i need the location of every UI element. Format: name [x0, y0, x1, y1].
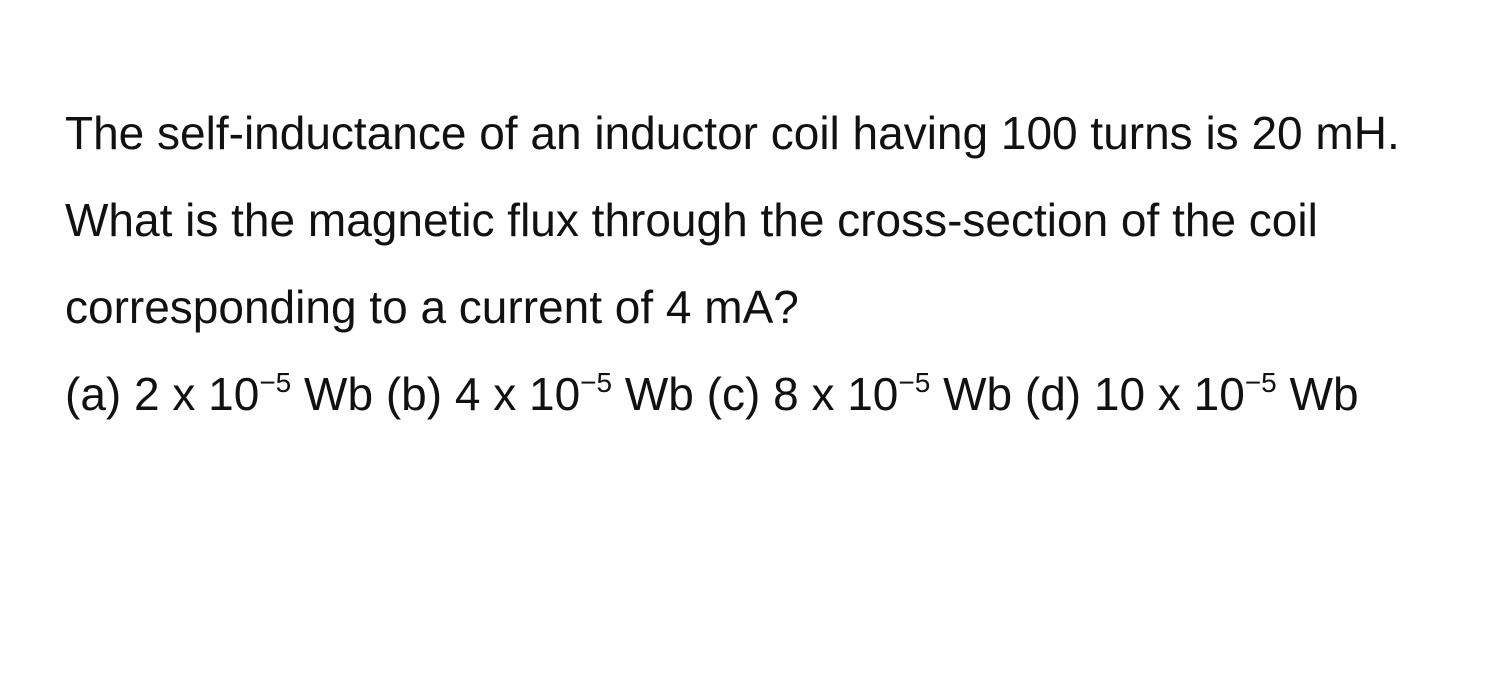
option-a	[65, 368, 373, 420]
option-c	[707, 368, 1012, 420]
question-block	[65, 90, 1465, 438]
question-stem: The self-inductance of an inductor coil having 100 turns is 20 mH. What is the magnetic flux through the cross-section of the coil corresponding to a current of 4 mA?	[65, 107, 1400, 333]
option-label: (b)	[385, 368, 443, 420]
option-exponent: −5	[580, 367, 613, 398]
option-unit: Wb	[1289, 368, 1359, 420]
option-unit: Wb	[624, 368, 694, 420]
answer-options	[65, 351, 1465, 438]
option-unit: Wb	[943, 368, 1013, 420]
option-d-label: (d)	[1024, 368, 1082, 420]
option-coefficient: 10 x 10	[1093, 368, 1245, 420]
option-unit: Wb	[304, 368, 374, 420]
option-label: (c)	[706, 368, 761, 420]
option-b	[386, 368, 694, 420]
option-coefficient: 2 x 10	[134, 368, 260, 420]
option-label: (a)	[65, 368, 122, 420]
option-exponent: −5	[1244, 367, 1277, 398]
option-d	[1094, 368, 1359, 420]
option-exponent: −5	[898, 367, 931, 398]
option-coefficient: 4 x 10	[454, 368, 581, 420]
option-coefficient: 8 x 10	[773, 368, 899, 420]
option-exponent: −5	[259, 367, 292, 398]
